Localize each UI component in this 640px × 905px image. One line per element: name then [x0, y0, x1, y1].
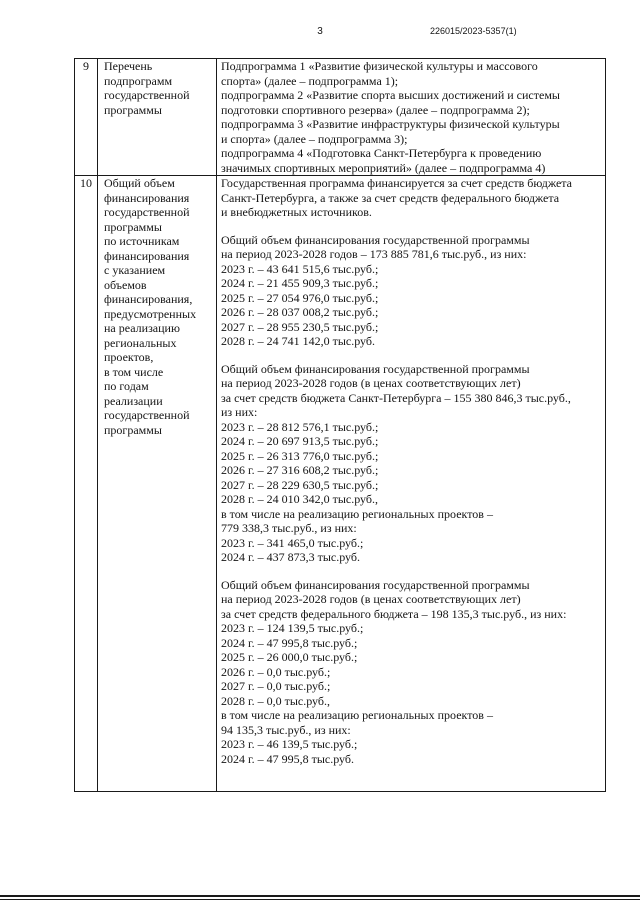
blank-line [221, 220, 602, 233]
text-line: за счет средств бюджета Санкт-Петербурга – 155 380 846,3 тыс.руб., [221, 390, 571, 405]
text-line: 2024 г. – 21 455 909,3 тыс.руб.; [221, 276, 379, 290]
row-name-cell [98, 59, 217, 176]
text-line: объемов [104, 277, 147, 292]
text-line: 2026 г. – 27 316 608,2 тыс.руб.; [221, 463, 379, 477]
row-content-cell [217, 176, 606, 792]
text-line: программы [104, 102, 162, 117]
text-line: и внебюджетных источников. [221, 205, 372, 219]
text-line: 2027 г. – 28 955 230,5 тыс.руб.; [221, 319, 379, 334]
bottom-scan-border [0, 899, 640, 900]
text-line: 2023 г. – 341 465,0 тыс.руб.; [221, 535, 364, 550]
text-line: 2025 г. – 26 000,0 тыс.руб.; [221, 650, 358, 664]
text-line: 2023 г. – 46 139,5 тыс.руб.; [221, 737, 358, 751]
text-line: реализации [104, 393, 163, 408]
text-line: финансирования [104, 190, 190, 205]
text-line: 2027 г. – 0,0 тыс.руб.; [221, 679, 331, 693]
text-line: 2023 г. – 124 139,5 тыс.руб.; [221, 621, 364, 635]
text-line: на реализацию [104, 321, 180, 335]
text-line: 2024 г. – 20 697 913,5 тыс.руб.; [221, 434, 379, 448]
table-row [75, 176, 606, 792]
row-content-cell [217, 59, 606, 176]
text-line: государственной [104, 408, 190, 422]
text-line: 779 338,3 тыс.руб., из них: [221, 521, 357, 535]
text-line: в том числе на реализацию региональных проектов – [221, 708, 493, 722]
text-line: по годам [104, 379, 149, 393]
text-line: 2026 г. – 28 037 008,2 тыс.руб.; [221, 305, 379, 319]
text-line: подпрограмм [104, 73, 173, 88]
text-line: в том числе на реализацию региональных проектов – [221, 506, 493, 521]
text-line: значимых спортивных мероприятий» (далее – подпрограмма 4) [221, 160, 546, 175]
text-line: 2024 г. – 47 995,8 тыс.руб. [221, 751, 354, 766]
text-line: проектов, [104, 350, 154, 364]
text-line: финансирования, [104, 292, 193, 306]
text-line: Общий объем [104, 176, 175, 190]
document-id: 226015/2023-5357(1) [430, 26, 517, 36]
text-line: и спорта» (далее – подпрограмма 3); [221, 131, 408, 146]
text-line: 2024 г. – 437 873,3 тыс.руб. [221, 550, 360, 564]
text-line: 2025 г. – 26 313 776,0 тыс.руб.; [221, 448, 379, 463]
text-line: государственной [104, 88, 190, 102]
text-line: Государственная программа финансируется за счет средств бюджета [221, 176, 573, 190]
text-line: подпрограмма 2 «Развитие спорта высших достижений и системы [221, 88, 560, 102]
text-line: подпрограмма 3 «Развитие инфраструктуры физической культуры [221, 117, 560, 131]
text-line: с указанием [104, 263, 166, 277]
row-number: 9 [75, 59, 98, 176]
text-line: 2026 г. – 0,0 тыс.руб.; [221, 664, 331, 679]
text-line: 2023 г. – 28 812 576,1 тыс.руб.; [221, 419, 379, 434]
text-line: 2028 г. – 24 741 142,0 тыс.руб. [221, 334, 375, 348]
text-line: 2028 г. – 24 010 342,0 тыс.руб., [221, 492, 378, 506]
text-line: предусмотренных [104, 306, 197, 321]
text-line: Общий объем финансирования государственной программы [221, 232, 530, 247]
text-line: Общий объем финансирования государственной программы [221, 361, 530, 376]
text-line: государственной [104, 205, 190, 219]
text-line: Перечень [104, 59, 153, 73]
text-line: спорта» (далее – подпрограмма 1); [221, 73, 399, 88]
text-line: программы [104, 422, 162, 437]
text-line: 2024 г. – 47 995,8 тыс.руб.; [221, 635, 358, 650]
text-line: по источникам [104, 234, 180, 248]
text-line: программы [104, 219, 162, 234]
text-line: на период 2023-2028 годов – 173 885 781,6 тыс.руб., из них: [221, 247, 527, 261]
text-line: Санкт-Петербурга, а также за счет средств федерального бюджета [221, 190, 560, 205]
program-passport-table [74, 58, 606, 792]
blank-line [221, 349, 602, 362]
text-line: подпрограмма 4 «Подготовка Санкт-Петербурга к проведению [221, 146, 542, 160]
text-line: 2025 г. – 27 054 976,0 тыс.руб.; [221, 290, 379, 305]
text-line: Общий объем финансирования государственной программы [221, 577, 530, 592]
text-line: в том числе [104, 364, 164, 379]
table-row [75, 59, 606, 176]
text-line: 2027 г. – 28 229 630,5 тыс.руб.; [221, 477, 379, 492]
text-line: из них: [221, 405, 258, 419]
row-name-cell [98, 176, 217, 792]
row-number: 10 [75, 176, 98, 792]
text-line: на период 2023-2028 годов (в ценах соответствующих лет) [221, 376, 521, 390]
text-line: 2023 г. – 43 641 515,6 тыс.руб.; [221, 261, 379, 276]
text-line: региональных [104, 335, 177, 350]
text-line: 94 135,3 тыс.руб., из них: [221, 722, 351, 737]
bottom-scan-border [0, 895, 640, 897]
text-line: финансирования [104, 248, 190, 263]
text-line: 2028 г. – 0,0 тыс.руб., [221, 693, 330, 708]
page-number: 3 [317, 26, 323, 37]
text-line: на период 2023-2028 годов (в ценах соответствующих лет) [221, 592, 521, 606]
text-line: подготовки спортивного резерва» (далее – подпрограмма 2); [221, 102, 530, 117]
blank-line [221, 565, 602, 578]
text-line: Подпрограмма 1 «Развитие физической культуры и массового [221, 59, 538, 73]
text-line: за счет средств федерального бюджета – 198 135,3 тыс.руб., из них: [221, 606, 567, 621]
